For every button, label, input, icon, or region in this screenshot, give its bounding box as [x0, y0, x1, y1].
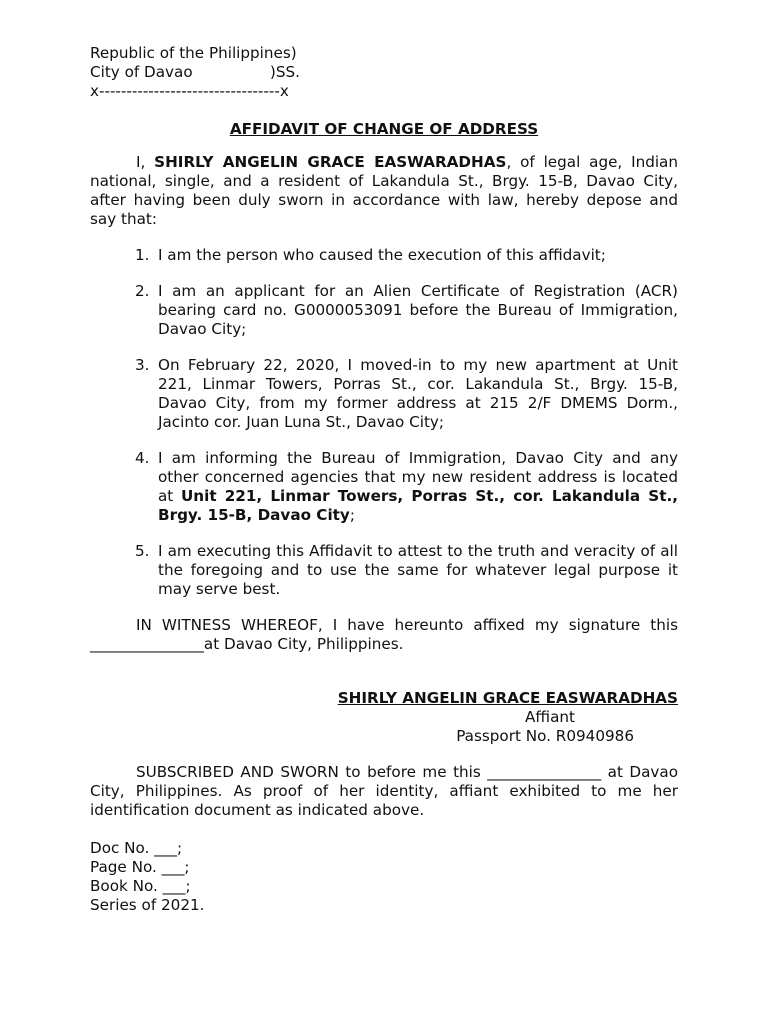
page-number: Page No. ___;	[90, 858, 190, 876]
list-item	[90, 356, 678, 432]
list-item-text: On February 22, 2020, I moved-in to my new apartment at Unit 221, Linmar Towers, Porras St., cor. Lakandula St., Brgy. 15-B, Davao City, from my former address at 215 2/F DMEMS Dorm., Jacinto cor. Juan Luna St., Davao City;	[158, 356, 678, 431]
affiant-name: SHIRLY ANGELIN GRACE EASWARADHAS	[154, 153, 507, 171]
signature-name: SHIRLY ANGELIN GRACE EASWARADHAS	[337, 689, 678, 707]
intro-rest: , of legal age, Indian national, single, and a resident of Lakandula St., Brgy. 15-B, Davao City, after having been duly sworn in accordance with law, hereby depose and say that:	[90, 153, 678, 228]
subscribed-paragraph: SUBSCRIBED AND SWORN to before me this _______________ at Davao City, Philippines. As proof of her identity, affiant exhibited to me her identification document as indicated above.	[90, 763, 678, 819]
doc-number: Doc No. ___;	[90, 839, 183, 857]
signature-passport: Passport No. R0940986	[456, 727, 634, 745]
list-item	[90, 246, 678, 265]
deposition-list	[90, 246, 678, 599]
affidavit-document	[90, 44, 678, 915]
caption-separator: x---------------------------------x	[90, 82, 289, 100]
document-title: AFFIDAVIT OF CHANGE OF ADDRESS	[229, 120, 539, 138]
caption-republic: Republic of the Philippines)	[90, 44, 297, 62]
list-item-text: I am informing the Bureau of Immigration, Davao City and any other concerned agencies that my new resident address is located at	[158, 449, 678, 505]
signature-role: Affiant	[525, 708, 575, 726]
new-address: Unit 221, Linmar Towers, Porras St., cor. Lakandula St., Brgy. 15-B, Davao City	[158, 487, 679, 524]
book-number: Book No. ___;	[90, 877, 191, 895]
list-item-number: 5.	[135, 542, 150, 560]
list-item-number: 4.	[135, 449, 150, 467]
signature-block	[90, 689, 678, 746]
caption-city: City of Davao )SS.	[90, 63, 300, 81]
list-item	[90, 449, 678, 525]
list-item-text: I am executing this Affidavit to attest to the truth and veracity of all the foregoing and to use the same for whatever legal purpose it may serve best.	[158, 542, 678, 598]
list-item-number: 1.	[135, 246, 150, 264]
witness-paragraph: IN WITNESS WHEREOF, I have hereunto affixed my signature this _______________at Davao City, Philippines.	[90, 616, 678, 653]
list-item-number: 2.	[135, 282, 150, 300]
list-item	[90, 542, 678, 599]
list-item	[90, 282, 678, 339]
notarial-register	[90, 839, 678, 915]
series-year: Series of 2021.	[90, 896, 205, 914]
intro-prefix: I,	[136, 153, 155, 171]
list-item-text: I am the person who caused the execution of this affidavit;	[158, 246, 606, 264]
list-item-text-end: ;	[349, 506, 355, 524]
intro-paragraph	[90, 153, 678, 229]
list-item-number: 3.	[135, 356, 150, 374]
list-item-text: I am an applicant for an Alien Certificate of Registration (ACR) bearing card no. G0000053091 before the Bureau of Immigration, Davao City;	[158, 282, 678, 338]
